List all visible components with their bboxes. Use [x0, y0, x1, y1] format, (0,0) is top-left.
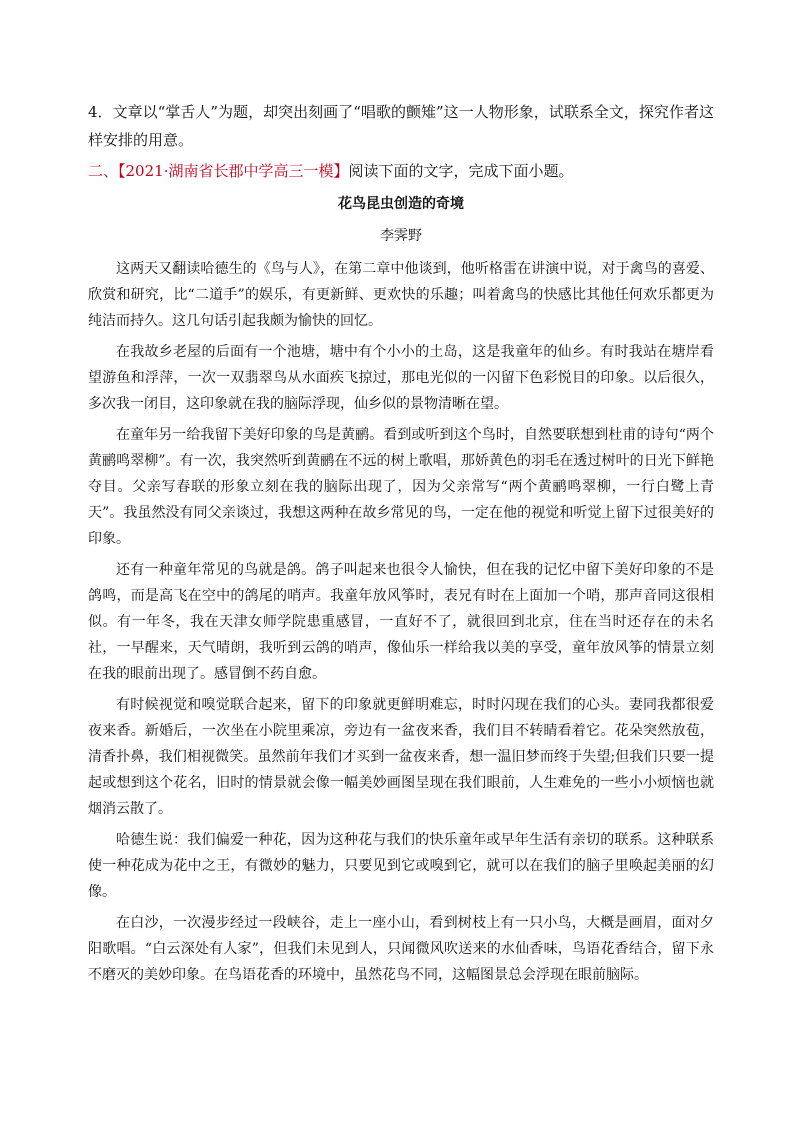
article-paragraph: 在我故乡老屋的后面有一个池塘，塘中有个小小的土岛，这是我童年的仙乡。有时我站在塘岸看望游鱼和浮萍，一次一双翡翠鸟从水面疾飞掠过，那电光似的一闪留下色彩悦目的印象。以后很久，多次我一闭目，这印象就在我的脑际浮现，仙乡似的景物清晰在望。: [88, 344, 714, 412]
article-paragraph: 这两天又翻读哈德生的《鸟与人》，在第二章中他谈到，他听格雷在讲演中说，对于禽鸟的喜爱、欣赏和研究，比“二道手”的娱乐，有更新鲜、更欢快的乐趣；叫着禽鸟的快感比其他任何欢乐都更为纯洁而持久。这几句话引起我颇为愉快的回忆。: [88, 261, 714, 329]
article-paragraph: 在童年另一给我留下美好印象的鸟是黄鹂。看到或听到这个鸟时，自然要联想到杜甫的诗句“两个黄鹂鸣翠柳”。有一次，我突然听到黄鹂在不远的树上歌唱，那娇黄色的羽毛在透过树叶的日光下鲜艳夺目。父亲写春联的形象立刻在我的脑际出现了，因为父亲常写“两个黄鹂鸣翠柳，一行白鹭上青天”。我虽然没有同父亲谈过，我想这两种在故乡常见的鸟，一定在他的视觉和听觉上留下过很美好的印象。: [88, 427, 714, 547]
section-2-header: [88, 159, 714, 183]
question-4: 4．文章以“掌舌人”为题，却突出刻画了“唱歌的颤雉”这一人物形象，试联系全文，探究作者这样安排的用意。: [88, 103, 714, 149]
article-paragraph: 在白沙，一次漫步经过一段峡谷，走上一座小山，看到树枝上有一只小鸟，大概是画眉，面对夕阳歌唱。“白云深处有人家”，但我们未见到人，只闻微风吹送来的水仙香味，鸟语花香结合，留下永不磨灭的美妙印象。在鸟语花香的环境中，虽然花鸟不同，这幅图景总会浮现在眼前脑际。: [88, 915, 714, 983]
article-paragraph: 还有一种童年常见的鸟就是鸽。鸽子叫起来也很令人愉快，但在我的记忆中留下美好印象的不是鸽鸣，而是高飞在空中的鸽尾的哨声。我童年放风筝时，表兄有时在上面加一个哨，那声音同这很相似。有一年冬，我在天津女师学院患重感冒，一直好不了，就很回到北京，住在当时还存在的未名社，一早醒来，天气晴朗，我听到云鸽的哨声，像仙乐一样给我以美的享受，童年放风筝的情景立刻在我的眼前出现了。感冒倒不药自愈。: [88, 562, 714, 682]
article-author: 李霁野: [380, 228, 422, 244]
section-2-instruction: 阅读下面的文字，完成下面小题。: [348, 162, 574, 180]
section-2-number: 二、: [88, 162, 119, 180]
article-title: 花鸟昆虫创造的奇境: [338, 196, 464, 212]
document-page: [88, 98, 714, 993]
article-paragraph: 哈德生说：我们偏爱一种花，因为这种花与我们的快乐童年或早年生活有亲切的联系。这种联系使一种花成为花中之王，有微妙的魅力，只要见到它或嗅到它，就可以在我们的脑子里唤起美丽的幻像。: [88, 832, 714, 900]
section-2-source: 【2021·湖南省长郡中学高三一模】: [118, 162, 349, 180]
article-paragraph: 有时候视觉和嗅觉联合起来，留下的印象就更鲜明难忘，时时闪现在我们的心头。妻同我都很爱夜来香。新婚后，一次坐在小院里乘凉，旁边有一盆夜来香，我们目不转睛看着它。花朵突然放苞，清香扑鼻，我们相视微笑。虽然前年我们才买到一盆夜来香，想一温旧梦而终于失望;但我们只要一提起或想到这个花名，旧时的情景就会像一幅美妙画图呈现在我们眼前，人生难免的一些小小烦恼也就烟消云散了。: [88, 697, 714, 817]
